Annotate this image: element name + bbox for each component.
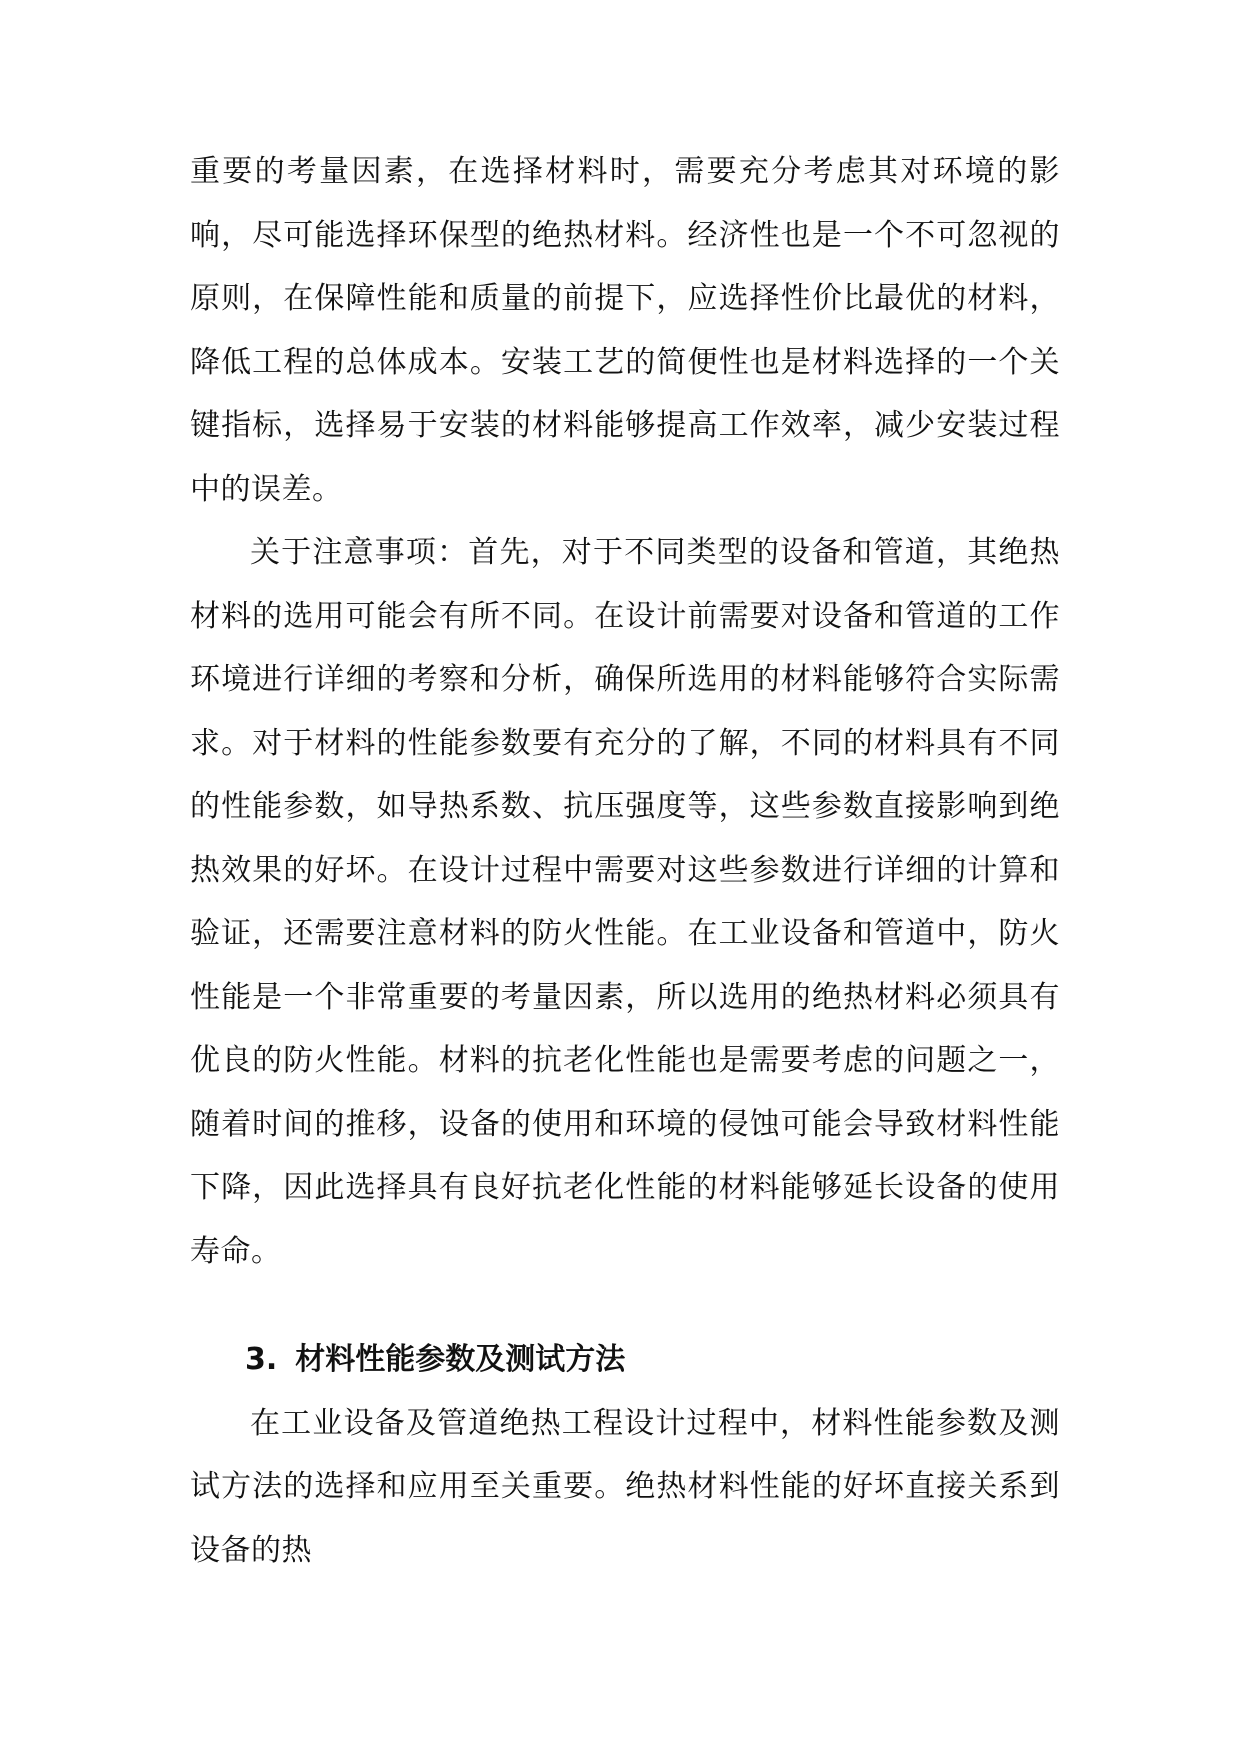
paragraph-precautions: 关于注意事项：首先，对于不同类型的设备和管道，其绝热材料的选用可能会有所不同。在设计前需要对设备和管道的工作环境进行详细的考察和分析，确保所选用的材料能够符合实际需求。对于材料的性能参数要有充分的了解，不同的材料具有不同的性能参数，如导热系数、抗压强度等，这些参数直接影响到绝热效果的好坏。在设计过程中需要对这些参数进行详细的计算和验证，还需要注意材料的防火性能。在工业设备和管道中，防火性能是一个非常重要的考量因素，所以选用的绝热材料必须具有优良的防火性能。材料的抗老化性能也是需要考虑的问题之一，随着时间的推移，设备的使用和环境的侵蚀可能会导致材料性能下降，因此选择具有良好抗老化性能的材料能够延长设备的使用寿命。 <box>190 535 1060 1269</box>
document-body <box>190 140 1060 1582</box>
paragraph-continuation: 重要的考量因素，在选择材料时，需要充分考虑其对环境的影响，尽可能选择环保型的绝热材料。经济性也是一个不可忽视的原则，在保障性能和质量的前提下，应选择性价比最优的材料，降低工程的总体成本。安装工艺的简便性也是材料选择的一个关键指标，选择易于安装的材料能够提高工作效率，减少安装过程中的误差。 <box>190 154 1060 507</box>
section-title: 材料性能参数及测试方法 <box>295 1342 626 1377</box>
section-heading <box>190 1328 1060 1392</box>
section-number: 3. <box>245 1342 278 1377</box>
paragraph-section-intro: 在工业设备及管道绝热工程设计过程中，材料性能参数及测试方法的选择和应用至关重要。绝热材料性能的好坏直接关系到设备的热 <box>190 1405 1060 1568</box>
